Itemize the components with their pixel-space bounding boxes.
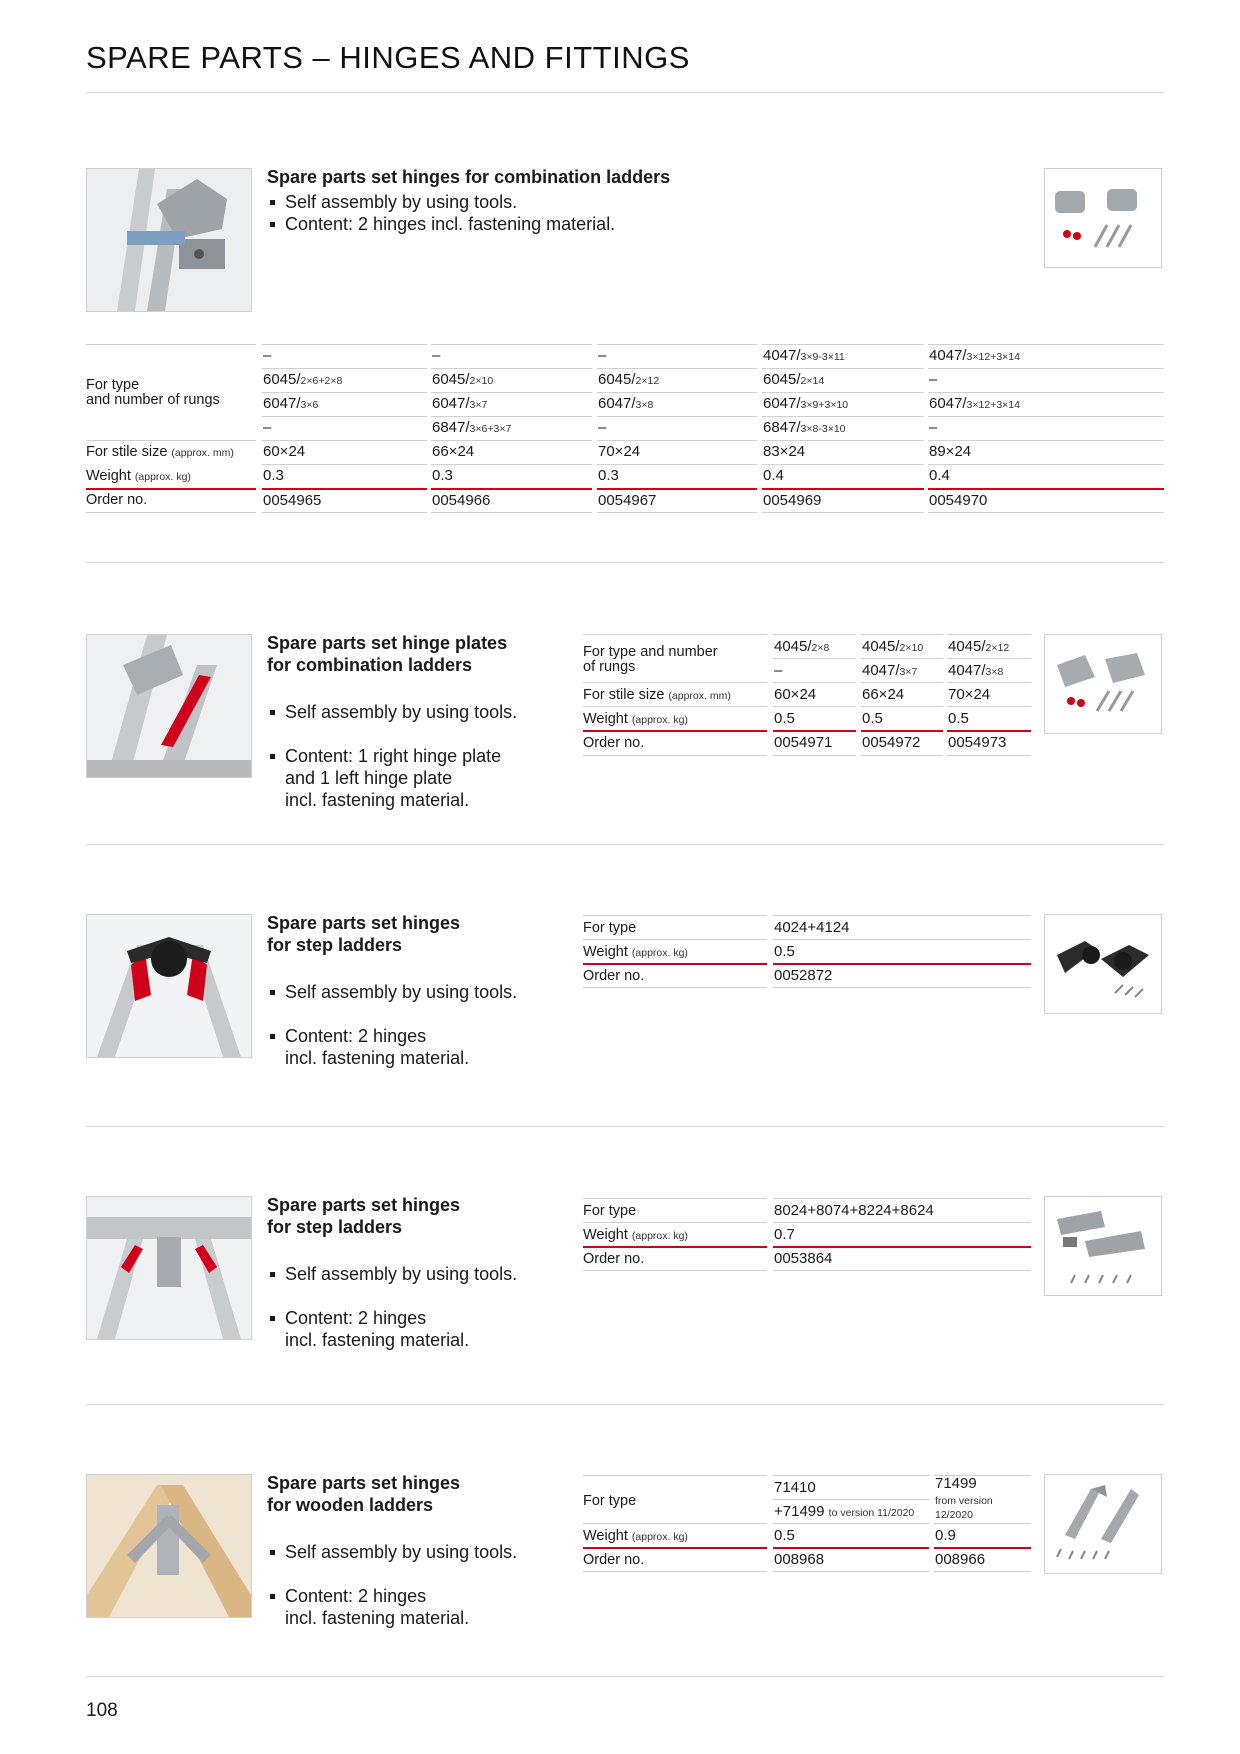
cell-order: 0054969 — [763, 492, 822, 509]
label-stile-size: For stile size (approx. mm) — [86, 444, 234, 460]
cell: – — [929, 371, 938, 388]
product-title: Spare parts set hinges for step ladders — [267, 1195, 461, 1237]
cell: 6047/3×7 — [432, 395, 488, 412]
cell-order: 0052872 — [774, 967, 833, 984]
cell: 4047/3×12+3×14 — [929, 347, 1020, 364]
cell-type-extra: +71499 to version 11/2020 — [774, 1503, 915, 1520]
cell-weight: 0.7 — [774, 1226, 795, 1243]
product-4-info — [267, 1194, 567, 1373]
bullet: Self assembly by using tools. — [267, 701, 567, 723]
product-photo-step-ladder-hinge-2 — [86, 1196, 252, 1340]
cell: 6045/2×10 — [432, 371, 494, 388]
section-divider — [86, 844, 1164, 845]
product-5-info — [267, 1472, 567, 1651]
label-weight: Weight (approx. kg) — [86, 468, 191, 484]
section-divider — [86, 1126, 1164, 1127]
cell: – — [263, 419, 272, 436]
cell-type: 71499 — [935, 1475, 977, 1492]
bullet: Content: 1 right hinge plate and 1 left hinge plate incl. fastening material. — [267, 745, 567, 811]
label-order-no: Order no. — [583, 1552, 645, 1568]
cell-weight: 0.3 — [263, 467, 284, 484]
cell: – — [929, 419, 938, 436]
cell-order: 0054965 — [263, 492, 322, 509]
cell-order: 0054967 — [598, 492, 657, 509]
label-order-no: Order no. — [583, 735, 645, 751]
product-title: Spare parts set hinges for wooden ladders — [267, 1473, 461, 1515]
cell: 4047/3×9-3×11 — [763, 347, 845, 364]
cell: 4045/2×12 — [948, 638, 1010, 655]
bullet: Self assembly by using tools. — [267, 1263, 567, 1285]
cell-stile: 89×24 — [929, 443, 972, 460]
cell: 6047/3×6 — [263, 395, 319, 412]
cell-stile: 83×24 — [763, 443, 806, 460]
label-for-type-rungs: For type and number of rungs — [583, 644, 718, 675]
cell-weight: 0.5 — [774, 710, 795, 727]
cell-weight: 0.5 — [948, 710, 969, 727]
cell-stile: 66×24 — [862, 686, 905, 703]
label-for-type: For type — [583, 920, 637, 936]
product-photo-wooden-ladder-hinge — [86, 1474, 252, 1618]
product-3-info — [267, 912, 567, 1091]
product-photo-combination-hinge — [86, 168, 252, 312]
label-weight: Weight (approx. kg) — [583, 1227, 688, 1243]
cell: – — [598, 347, 607, 364]
product-1-info — [267, 166, 747, 235]
cell: 6847/3×8-3×10 — [763, 419, 846, 436]
product-title: Spare parts set hinge plates for combination ladders — [267, 633, 508, 675]
cell-stile: 66×24 — [432, 443, 475, 460]
cell-type: 8024+8074+8224+8624 — [774, 1202, 934, 1219]
cell-weight: 0.5 — [862, 710, 883, 727]
product-thumbnail-hinge-set — [1044, 168, 1162, 268]
cell: 6045/2×14 — [763, 371, 825, 388]
cell-weight: 0.4 — [763, 467, 784, 484]
product-thumbnail-step-hinges — [1044, 914, 1162, 1014]
cell-weight: 0.9 — [935, 1527, 956, 1544]
label-for-type: For type — [583, 1493, 637, 1509]
cell: – — [432, 347, 441, 364]
label-weight: Weight (approx. kg) — [583, 1528, 688, 1544]
cell: – — [263, 347, 272, 364]
cell-type: 71410 — [774, 1479, 816, 1496]
cell: 4047/3×8 — [948, 662, 1004, 679]
cell-order: 0054970 — [929, 492, 988, 509]
cell: 6047/3×12+3×14 — [929, 395, 1020, 412]
cell: 6047/3×8 — [598, 395, 654, 412]
product-2-info — [267, 632, 567, 833]
cell-order: 0054973 — [948, 734, 1007, 751]
cell-weight: 0.4 — [929, 467, 950, 484]
cell: – — [598, 419, 607, 436]
cell-type: 4024+4124 — [774, 919, 850, 936]
cell: 4045/2×8 — [774, 638, 830, 655]
product-thumbnail-hinge-plates — [1044, 634, 1162, 734]
page-number: 108 — [86, 1700, 118, 1721]
footer-divider — [86, 1676, 1164, 1677]
cell-stile: 60×24 — [774, 686, 817, 703]
label-stile-size: For stile size (approx. mm) — [583, 687, 731, 703]
label-weight: Weight (approx. kg) — [583, 711, 688, 727]
label-order-no: Order no. — [583, 1251, 645, 1267]
label-weight: Weight (approx. kg) — [583, 944, 688, 960]
bullet: Self assembly by using tools. — [267, 981, 567, 1003]
product-photo-hinge-plate — [86, 634, 252, 778]
product-thumbnail-step-hinges-2 — [1044, 1196, 1162, 1296]
cell: – — [774, 662, 783, 679]
product-thumbnail-wooden-hinges — [1044, 1474, 1162, 1574]
label-for-type-rungs: For type and number of rungs — [86, 377, 220, 408]
product-title: Spare parts set hinges for step ladders — [267, 913, 461, 955]
cell-weight: 0.5 — [774, 1527, 795, 1544]
cell: 6847/3×6+3×7 — [432, 419, 512, 436]
cell: 6045/2×12 — [598, 371, 660, 388]
bullet: Content: 2 hinges incl. fastening material. — [267, 213, 747, 235]
cell-order: 008968 — [774, 1551, 825, 1568]
product-title: Spare parts set hinges for combination ladders — [267, 167, 671, 187]
cell: 6047/3×9+3×10 — [763, 395, 849, 412]
bullet: Content: 2 hinges incl. fastening material. — [267, 1025, 567, 1069]
cell: 4047/3×7 — [862, 662, 918, 679]
cell-stile: 70×24 — [948, 686, 991, 703]
cell-version-note: from version 12/2020 — [935, 1495, 993, 1521]
product-photo-step-ladder-hinge — [86, 914, 252, 1058]
cell-order: 0054966 — [432, 492, 491, 509]
section-divider — [86, 1404, 1164, 1405]
cell-weight: 0.5 — [774, 943, 795, 960]
section-divider — [86, 562, 1164, 563]
cell-order: 0053864 — [774, 1250, 833, 1267]
cell-stile: 70×24 — [598, 443, 641, 460]
bullet: Content: 2 hinges incl. fastening material. — [267, 1585, 567, 1629]
label-order-no: Order no. — [583, 968, 645, 984]
cell-stile: 60×24 — [263, 443, 306, 460]
bullet: Self assembly by using tools. — [267, 191, 747, 213]
cell: 4045/2×10 — [862, 638, 924, 655]
cell: 6045/2×6+2×8 — [263, 371, 343, 388]
cell-weight: 0.3 — [432, 467, 453, 484]
page-title: SPARE PARTS – HINGES AND FITTINGS — [86, 40, 690, 75]
label-order-no: Order no. — [86, 492, 148, 508]
cell-weight: 0.3 — [598, 467, 619, 484]
cell-order: 0054972 — [862, 734, 921, 751]
label-for-type: For type — [583, 1203, 637, 1219]
cell-order: 008966 — [935, 1551, 986, 1568]
header-divider — [86, 92, 1164, 93]
cell-order: 0054971 — [774, 734, 833, 751]
bullet: Self assembly by using tools. — [267, 1541, 567, 1563]
bullet: Content: 2 hinges incl. fastening material. — [267, 1307, 567, 1351]
